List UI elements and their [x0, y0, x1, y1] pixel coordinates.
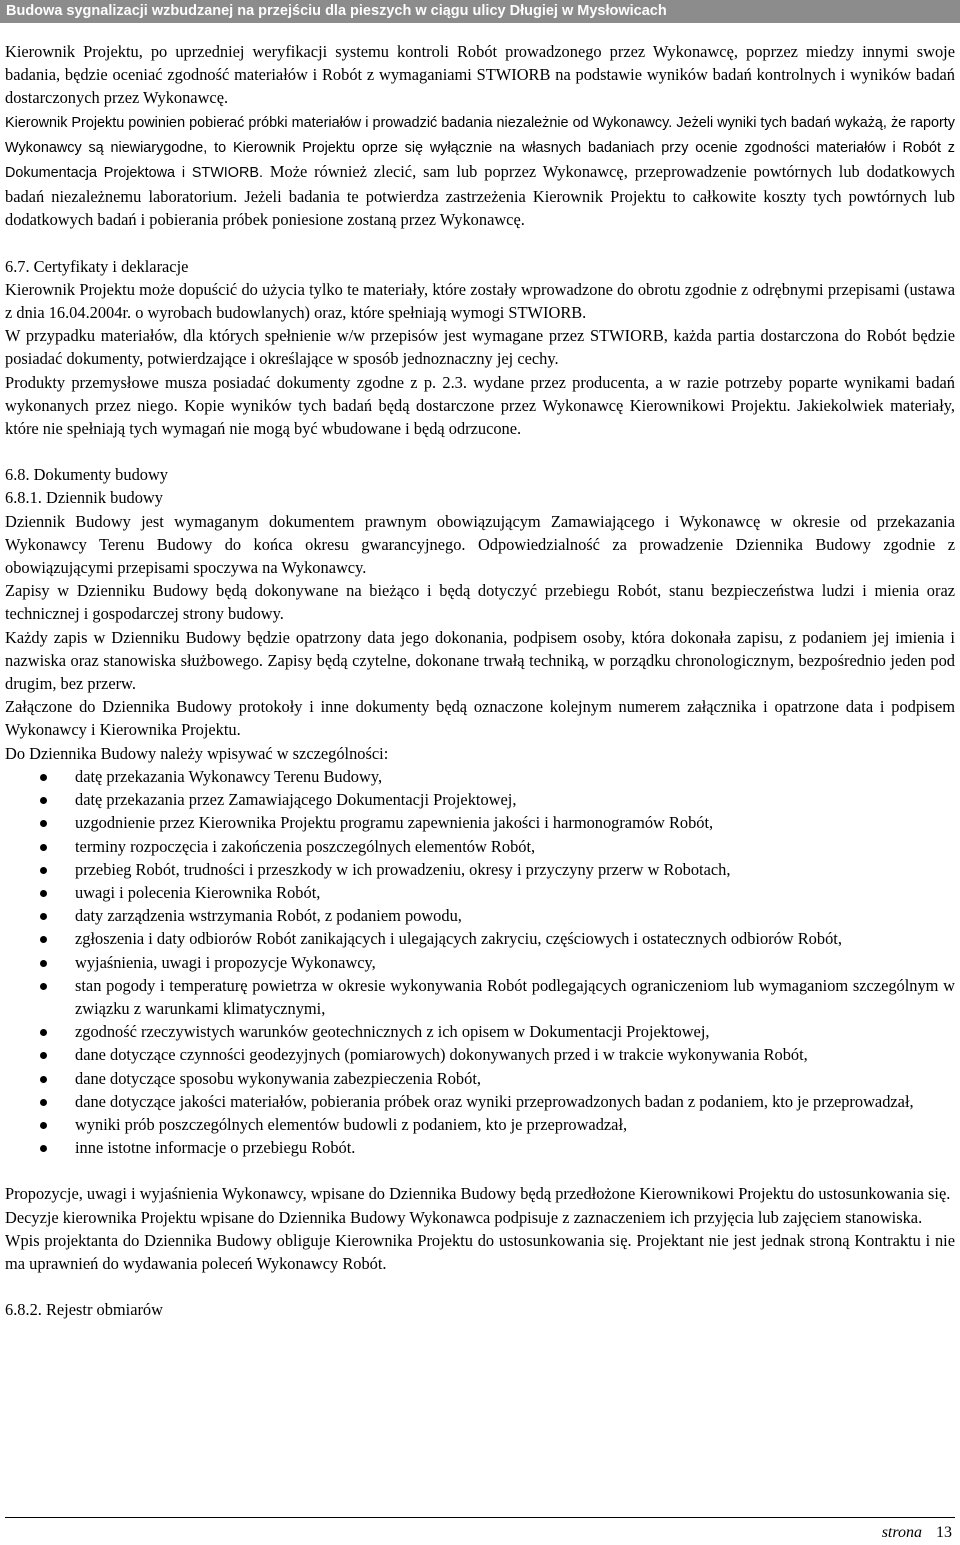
paragraph: Produkty przemysłowe musza posiadać dokumenty zgodne z p. 2.3. wydane przez producenta, a w razie potrzeby poparte wynikami badań wykonanych przez niego. Kopie wyników tych badań będą dostarczone przez Wykonawcę Kierownikowi Projektu. Jakiekolwiek materiały, które nie spełniają tych wymagań nie mogą być wbudowane i będą odrzucone. [5, 372, 955, 439]
paragraph: Każdy zapis w Dzienniku Budowy będzie opatrzony data jego dokonania, podpisem osoby, która dokonała zapisu, z podaniem jej imienia i nazwiska oraz stanowiska służbowego. Zapisy będą czytelne, dokonane trwałą techniką, w porządku chronologicznym, bezpośrednio jeden pod drugim, bez przerw. [5, 627, 955, 694]
page-header: Budowa sygnalizacji wzbudzanej na przejściu dla pieszych w ciągu ulicy Długiej w Mysłowicach [0, 0, 960, 23]
bullet-icon [40, 890, 47, 897]
footer-divider [5, 1517, 955, 1518]
list-item: datę przekazania przez Zamawiającego Dokumentacji Projektowej, [5, 788, 955, 811]
paragraph: Wpis projektanta do Dziennika Budowy obliguje Kierownika Projektu do ustosunkowania się. Projektant nie jest jednak stroną Kontraktu i nie ma uprawnień do wydawania poleceń Wykonawcy Robót. [5, 1230, 955, 1273]
paragraph: Kierownik Projektu może dopuścić do użycia tylko te materiały, które zostały wprowadzone do obrotu zgodnie z odrębnymi przepisami (ustawa z dnia 16.04.2004r. o wyrobach budowlanych) oraz, które spełniają wymogi STWIORB. [5, 279, 955, 323]
bullet-icon [40, 913, 47, 920]
bullet-icon [40, 936, 47, 943]
bullet-icon [40, 820, 47, 827]
list-item: wyniki prób poszczególnych elementów budowli z podaniem, kto je przeprowadzał, [5, 1113, 955, 1136]
list-item: wyjaśnienia, uwagi i propozycje Wykonawcy, [5, 951, 955, 974]
paragraph: Do Dziennika Budowy należy wpisywać w szczególności: [5, 743, 389, 763]
list-item: dane dotyczące czynności geodezyjnych (pomiarowych) dokonywanych przed i w trakcie wykonywania Robót, [5, 1043, 955, 1066]
bullet-icon [40, 983, 47, 990]
paragraph: W przypadku materiałów, dla których spełnienie w/w przepisów jest wymagane przez STWIORB, każda partia dostarczona do Robót będzie posiadać dokumenty, potwierdzające i określające w sposób jednoznaczny jej cechy. [5, 326, 955, 369]
bullet-icon [40, 844, 47, 851]
list-item: stan pogody i temperaturę powietrza w okresie wykonywania Robót podlegających ograniczeniom lub wymaganiom szczególnym w związku z warunkami klimatycznymi, [5, 974, 955, 1020]
section-heading-6-8-2: 6.8.2. Rejestr obmiarów [5, 1300, 163, 1320]
list-item: datę przekazania Wykonawcy Terenu Budowy, [5, 765, 955, 788]
page-footer [882, 1524, 952, 1542]
list-item: zgłoszenia i daty odbiorów Robót zanikających i ulegających zakryciu, częściowych i ostatecznych odbiorów Robót, [5, 927, 955, 950]
list-item: dane dotyczące sposobu wykonywania zabezpieczenia Robót, [5, 1067, 955, 1090]
list-item: daty zarządzenia wstrzymania Robót, z podaniem powodu, [5, 904, 955, 927]
bullet-icon [40, 960, 47, 967]
list-item: zgodność rzeczywistych warunków geotechnicznych z ich opisem w Dokumentacji Projektowej, [5, 1020, 955, 1043]
paragraph: Decyzje kierownika Projektu wpisane do Dziennika Budowy Wykonawca podpisuje z zaznaczeniem ich przyjęcia lub zajęciem stanowiska. [5, 1207, 923, 1227]
section-heading-6-8-1: 6.8.1. Dziennik budowy [5, 488, 163, 508]
bullet-icon [40, 1099, 47, 1106]
section-heading-6-8: 6.8. Dokumenty budowy [5, 465, 168, 485]
paragraph-sentence: Może również zlecić, sam lub poprzez Wykonawcę, przeprowadzenie powtórnych lub dodatkowych badań niezależnemu laboratorium. [5, 162, 955, 207]
bullet-icon [40, 1029, 47, 1036]
paragraph-sans-sentence: Jeżeli wyniki tych badań wykażą, że raporty Wykonawcy są niewiarygodne, to Kierownik Projektu oprze się wyłącznie na własnych badaniach przy ocenie zgodności materiałów i Robót z Dokumentacja Projektowa i STWIORB. [5, 114, 955, 182]
list-item: uwagi i polecenia Kierownika Robót, [5, 881, 955, 904]
list-item: uzgodnienie przez Kierownika Projektu programu zapewnienia jakości i harmonogramów Robót, [5, 811, 955, 834]
document-body [5, 40, 955, 1321]
paragraph [5, 110, 955, 232]
bullet-icon [40, 1145, 47, 1152]
bullet-list [5, 765, 955, 1159]
list-item: dane dotyczące jakości materiałów, pobierania próbek oraz wyniki przeprowadzonych badan z podaniem, kto je przeprowadzał, [5, 1090, 955, 1113]
bullet-icon [40, 797, 47, 804]
paragraph-sentence: Jeżeli badania te potwierdza zastrzeżenia Kierownik Projektu to całkowite koszty tych powtórnych lub dodatkowych badań i pobierania próbek poniesione zostaną przez Wykonawcę. [5, 187, 956, 230]
section-heading-6-7: 6.7. Certyfikaty i deklaracje [5, 256, 189, 276]
bullet-icon [40, 1052, 47, 1059]
page-number: 13 [936, 1524, 952, 1541]
bullet-icon [40, 1076, 47, 1083]
paragraph: Kierownik Projektu, po uprzedniej weryfikacji systemu kontroli Robót prowadzonego przez Wykonawcę, poprzez miedzy innymi swoje badania, będzie oceniać zgodność materiałów i Robót z wymaganiami STWIORB na podstawie wyników badań kontrolnych i wyników badań dostarczonych przez Wykonawcę. [5, 42, 955, 108]
paragraph: Zapisy w Dzienniku Budowy będą dokonywane na bieżąco i będą dotyczyć przebiegu Robót, stanu bezpieczeństwa ludzi i mienia oraz technicznej i gospodarczej strony budowy. [5, 581, 955, 624]
list-item: terminy rozpoczęcia i zakończenia poszczególnych elementów Robót, [5, 835, 955, 858]
paragraph-sans-sentence: Kierownik Projektu powinien pobierać próbki materiałów i prowadzić badania niezależnie od Wykonawcy. [5, 114, 673, 131]
bullet-icon [40, 1122, 47, 1129]
paragraph: Propozycje, uwagi i wyjaśnienia Wykonawcy, wpisane do Dziennika Budowy będą przedłożone Kierownikowi Projektu do ustosunkowania się. [5, 1184, 951, 1204]
list-item: przebieg Robót, trudności i przeszkody w ich prowadzeniu, okresy i przyczyny przerw w Robotach, [5, 858, 955, 881]
paragraph: Załączone do Dziennika Budowy protokoły i inne dokumenty będą oznaczone kolejnym numerem załącznika i opatrzone data i podpisem Wykonawcy i Kierownika Projektu. [5, 697, 955, 740]
footer-page-label: strona [881, 1524, 922, 1541]
list-item: inne istotne informacje o przebiegu Robót. [5, 1136, 955, 1159]
bullet-icon [40, 867, 47, 874]
paragraph: Dziennik Budowy jest wymaganym dokumentem prawnym obowiązującym Zamawiającego i Wykonawcę w okresie od przekazania Wykonawcy Terenu Budowy do końca okresu gwarancyjnego. Odpowiedzialność za prowadzenie Dziennika Budowy zgodnie z obowiązującymi przepisami spoczywa na Wykonawcy. [5, 511, 955, 578]
bullet-icon [40, 774, 47, 781]
